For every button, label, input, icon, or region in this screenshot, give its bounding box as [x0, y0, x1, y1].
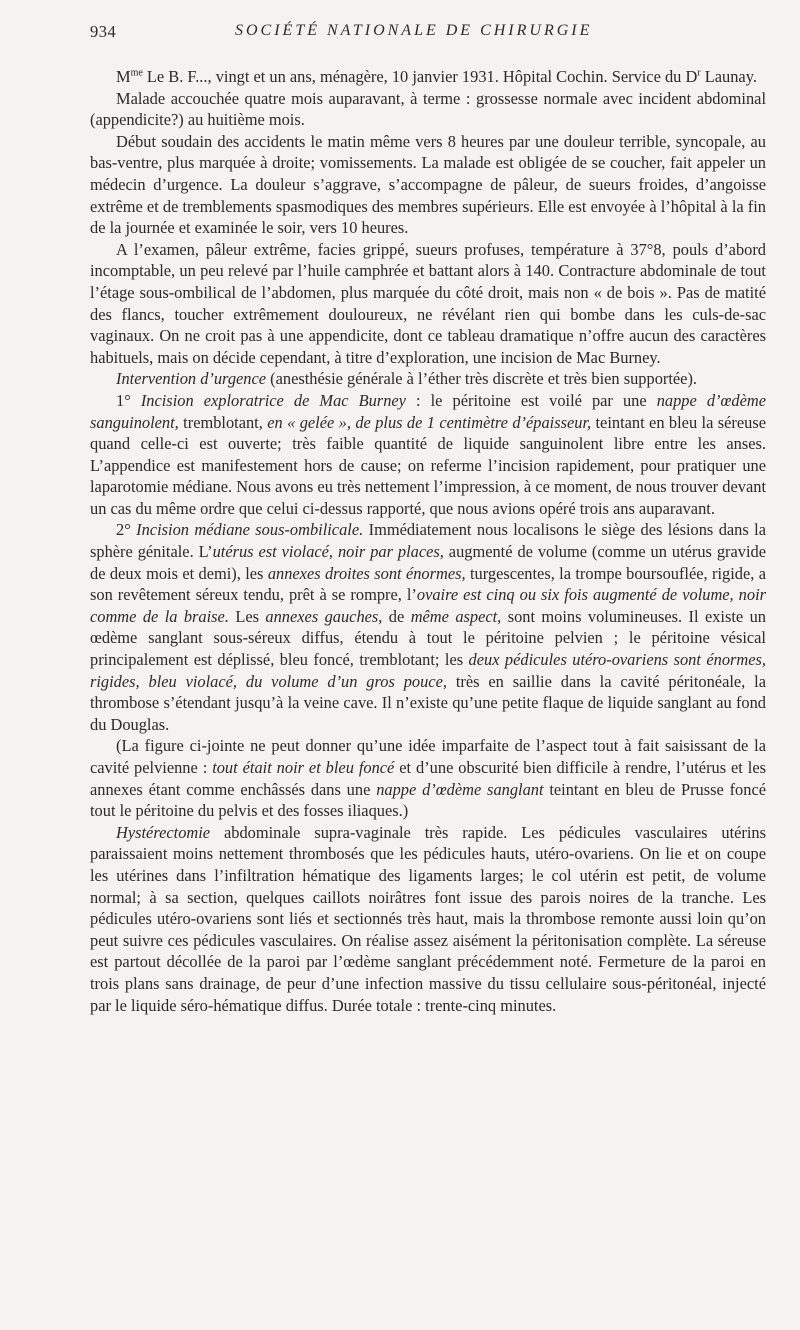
text-run: de: [382, 606, 411, 626]
italic-text: utérus est violacé, noir par places,: [212, 542, 444, 562]
paragraph: [90, 66, 766, 88]
paragraph: [90, 131, 766, 239]
paragraph: [90, 822, 766, 1016]
page-header: [90, 22, 760, 46]
italic-text: Incision médiane sous-ombilicale.: [136, 520, 364, 540]
text-run: teintant en bleu de Prusse foncé tout le péritoine du pelvis et des fosses iliaques.): [90, 779, 766, 821]
page-number: 934: [90, 22, 117, 41]
italic-text: nappe d’œdème sanguinolent,: [90, 390, 766, 432]
running-title: SOCIÉTÉ NATIONALE DE CHIRURGIE: [235, 22, 593, 39]
text-run: et d’une obscurité bien difficile à rendre, l’utérus et les annexes étant comme enchâssés dans une: [90, 758, 766, 799]
paragraph: [90, 88, 766, 131]
text-run: A l’examen, pâleur extrême, facies grippé, sueurs profuses, température à 37°8, pouls d’abord incomptable, un peu relevé par l’huile camphrée et battant alors à 140. Contracture abdominale de tout l’étage sous-ombilical de l’abdomen, plus marquée du côté droit, mais non « de bois ». Pas de matité des flancs, toucher extrêmement douloureux, ne révélant rien qui bombe dans les culs-de-sac vaginaux. On ne croit pas à une appendicite, dont ce tableau dramatique n’offre aucun des caractères habituels, mais on décide cependant, à titre d’exploration, une incision de Mac Burney.: [90, 239, 766, 367]
text-run: : le péritoine est voilé par une: [405, 390, 657, 410]
text-run: Launay.: [700, 67, 757, 86]
italic-text: Incision exploratrice de Mac Burney: [140, 390, 406, 410]
italic-text: deux pédicules utéro-ovariens sont énormes, rigides, bleu violacé, du volume d’un gros pouce,: [90, 650, 766, 691]
text-run: Début soudain des accidents le matin même vers 8 heures par une douleur terrible, syncopale, au bas-ventre, plus marquée à droite; vomissements. La malade est obligée de se coucher, fait appeler un médecin d’urgence. La douleur s’aggrave, s’accompagne de pâleur, de sueurs froides, d’angoisse extrême et de tremblements spasmodiques des membres supérieurs. Elle est envoyée à l’hôpital à la fin de la journée et examinée le soir, vers 10 heures.: [90, 131, 766, 238]
italic-text: nappe d’œdème sanglant: [376, 779, 544, 799]
paragraph: [90, 519, 766, 735]
body-text: [90, 66, 766, 1016]
superscript-text: r: [697, 67, 701, 79]
text-run: Malade accouchée quatre mois auparavant, à terme : grossesse normale avec incident abdominal (appendicite?) au huitième mois.: [90, 88, 766, 130]
italic-text: ovaire est cinq ou six fois augmenté de volume, noir comme de la braise.: [90, 585, 766, 626]
text-run: (anesthésie générale à l’éther très discrète et très bien supportée).: [266, 369, 698, 389]
text-run: Immédiatement nous localisons le siège des lésions dans la sphère génitale. L’: [90, 520, 766, 562]
text-run: 2°: [116, 520, 137, 540]
paragraph: [90, 239, 766, 369]
text-run: Les: [228, 606, 266, 626]
text-run: 1°: [116, 390, 141, 410]
paragraph: [90, 390, 766, 520]
text-run: abdominale supra-vaginale très rapide. Les pédicules vasculaires utérins paraissaient moins nettement thrombosés que les pédicules hauts, utéro-ovariens. On lie et on coupe les utérines dans l’infiltration hématique des ligaments larges; le col utérin est petit, de volume normal; à sa section, quelques caillots noirâtres font issue des parois noires de la tranche. Les pédicules utéro-ovariens sont liés et sectionnés très haut, mais la thrombose remonte aussi loin qu’on peut suivre ces pédicules vasculaires. On réalise assez aisément la péritonisation complète. La séreuse est partout décollée de la paroi par l’œdème sanglant précédemment noté. Fermeture de la paroi en trois plans sans drainage, de peur d’une infection massive du tissu cellulaire sous-péritonéal, injecté par le liquide séro-hématique diffus. Durée totale : trente-cinq minutes.: [90, 822, 766, 1015]
text-run: tremblotant,: [178, 412, 268, 432]
paragraph: [90, 368, 766, 390]
italic-text: Intervention d’urgence: [116, 369, 267, 389]
paragraph: [90, 735, 766, 821]
text-run: sont moins volumineuses. Il existe un œdème sanglant sous-séreux diffus, étendu à tout le péritoine pelvien ; le péritoine vésical principalement est déplissé, bleu foncé, tremblotant; les: [90, 606, 766, 670]
italic-text: annexes gauches,: [265, 606, 383, 626]
text-run: (La figure ci-jointe ne peut donner qu’une idée imparfaite de l’aspect tout à fait saisissant de la cavité pelvienne :: [90, 736, 766, 777]
italic-text: tout était noir et bleu foncé: [212, 758, 395, 777]
italic-text: Hystérectomie: [116, 822, 211, 842]
text-run: très en saillie dans la cavité péritonéale, la thrombose s’étendant jusqu’à la veine cave. Il n’existe qu’une petite flaque de liquide sanglant au fond du Douglas.: [90, 671, 766, 734]
text-run: turgescentes, la trompe boursouflée, rigide, a son revêtement séreux tendu, prêt à se rompre, l’: [90, 563, 766, 605]
text-run: augmenté de volume (comme un utérus gravide de deux mois et demi), les: [90, 542, 766, 583]
text-run: Le B. F..., vingt et un ans, ménagère, 10 janvier 1931. Hôpital Cochin. Service du D: [142, 67, 698, 86]
superscript-text: me: [130, 67, 143, 79]
italic-text: annexes droites sont énormes,: [267, 563, 466, 583]
text-run: teintant en bleu la séreuse quand celle-ci est ouverte; très faible quantité de liquide sanguinolent libre entre les anses. L’appendice est manifestement hors de cause; on referme l’incision rapidement, pour pratiquer une laparotomie médiane. Nous avons eu très nettement l’impression, à ce moment, de nous trouver devant un cas du même ordre que celui ci-dessus rapporté, que nous avions opéré trois ans auparavant.: [90, 412, 766, 518]
italic-text: en « gelée », de plus de 1 centimètre d’épaisseur,: [267, 412, 592, 432]
text-run: M: [116, 67, 131, 86]
italic-text: même aspect,: [410, 606, 502, 626]
